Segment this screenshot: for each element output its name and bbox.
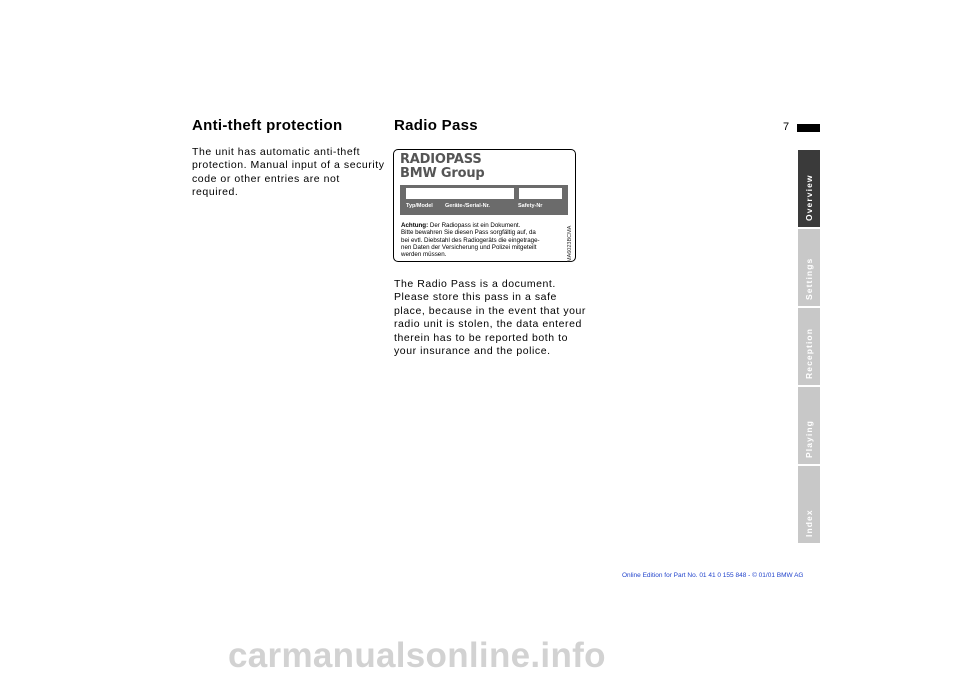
model-serial-field — [406, 188, 514, 199]
card-note-text: Der Radiopass ist ein Dokument. Bitte bewahren Sie diesen Pass sorgfältig auf, da bei evtl. Diebstahl des Radiogeräts die eingetrage- nen Daten der Versicherung und Polizei mitgeteilt werden müssen. — [401, 222, 540, 259]
tab-overview-label: Overview — [804, 174, 814, 221]
radio-pass-card — [393, 149, 576, 262]
tab-reception-label: Reception — [804, 328, 814, 379]
page-number: 7 — [783, 121, 790, 133]
serial-label: Geräte-/Serial-Nr. — [445, 203, 490, 209]
card-title — [400, 153, 484, 181]
tab-index-label: Index — [804, 509, 814, 537]
watermark: carmanualsonline.info — [228, 636, 606, 675]
card-note — [401, 222, 573, 258]
anti-theft-text: The unit has automatic anti-theft protection. Manual input of a security code or other entries are not required. — [192, 146, 385, 199]
radio-pass-heading: Radio Pass — [394, 117, 478, 134]
safety-label: Safety-Nr — [518, 203, 543, 209]
tab-settings-label: Settings — [804, 257, 814, 300]
page-number-bar — [797, 124, 820, 132]
card-title-line2: BMW Group — [400, 166, 485, 181]
type-label: Typ/Model — [406, 203, 433, 209]
tab-index[interactable] — [798, 466, 820, 543]
card-field-bar — [400, 185, 568, 215]
tab-reception[interactable] — [798, 308, 820, 385]
tab-playing[interactable] — [798, 387, 820, 464]
safety-field — [519, 188, 562, 199]
tab-settings[interactable] — [798, 229, 820, 306]
image-code: MA6023BCMA — [567, 225, 573, 262]
anti-theft-heading: Anti-theft protection — [192, 117, 343, 134]
edition-link[interactable]: Online Edition for Part No. 01 41 0 155 848 - © 01/01 BMW AG — [622, 572, 804, 579]
tab-overview[interactable] — [798, 150, 820, 227]
card-note-bold: Achtung: — [401, 222, 429, 229]
card-title-line1: RADIOPASS — [400, 152, 482, 167]
tab-playing-label: Playing — [804, 420, 814, 458]
radio-pass-text: The Radio Pass is a document. Please store this pass in a safe place, because in the event that your radio unit is stolen, the data entered therein has to be reported both to your insurance and the police. — [394, 278, 586, 358]
